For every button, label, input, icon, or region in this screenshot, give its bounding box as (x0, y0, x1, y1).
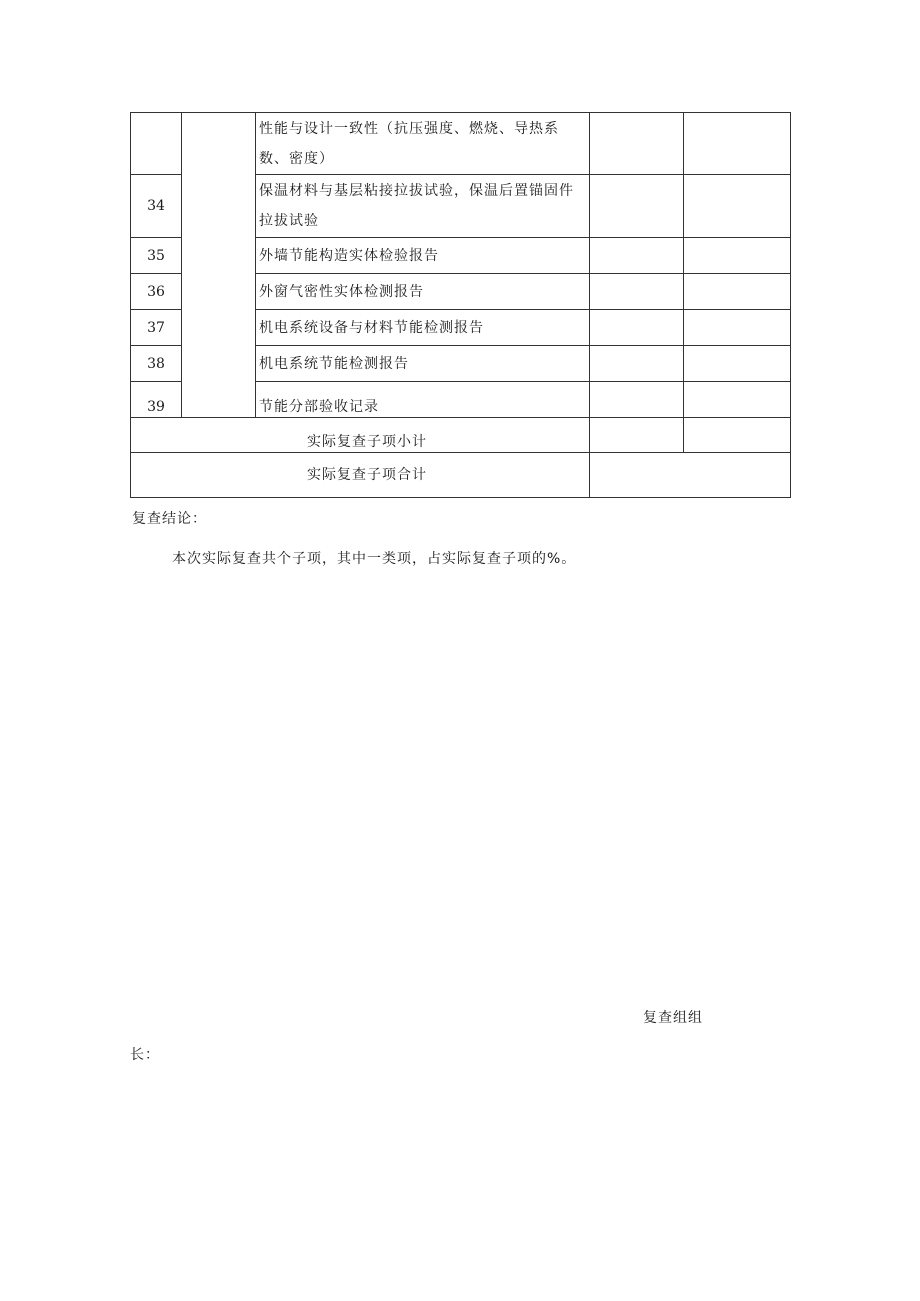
review-table (130, 112, 791, 498)
conclusion-text: 本次实际复查共个子项，其中一类项，占实际复查子项的%。 (172, 551, 577, 567)
subtotal-check-cell (590, 418, 684, 453)
table-row (131, 113, 791, 175)
row-number: 36 (131, 274, 182, 310)
result-cell (684, 175, 791, 238)
item-text: 节能分部验收记录 (256, 382, 590, 418)
table-row (131, 382, 791, 418)
total-value-cell (590, 453, 791, 498)
table-row (131, 346, 791, 382)
subtotal-result-cell (684, 418, 791, 453)
check-cell (590, 346, 684, 382)
signature-label: 复查组组 (643, 1010, 703, 1026)
signature-label-continued: 长： (130, 1047, 160, 1063)
conclusion-label: 复查结论： (132, 511, 207, 527)
check-cell (590, 238, 684, 274)
row-number: 37 (131, 310, 182, 346)
row-number (131, 113, 182, 175)
total-label: 实际复查子项合计 (131, 453, 590, 498)
row-number: 35 (131, 238, 182, 274)
check-cell (590, 113, 684, 175)
table-row (131, 310, 791, 346)
result-cell (684, 113, 791, 175)
item-text: 外窗气密性实体检测报告 (256, 274, 590, 310)
category-cell (182, 274, 256, 310)
category-cell (182, 113, 256, 175)
table-row (131, 274, 791, 310)
subtotal-row (131, 418, 791, 453)
result-cell (684, 310, 791, 346)
item-text: 机电系统节能检测报告 (256, 346, 590, 382)
check-cell (590, 382, 684, 418)
row-number: 34 (131, 175, 182, 238)
row-number: 39 (131, 382, 182, 418)
item-text: 机电系统设备与材料节能检测报告 (256, 310, 590, 346)
result-cell (684, 382, 791, 418)
subtotal-label: 实际复查子项小计 (131, 418, 590, 453)
category-cell (182, 310, 256, 346)
check-cell (590, 310, 684, 346)
item-text: 性能与设计一致性（抗压强度、燃烧、导热系数、密度） (256, 113, 590, 175)
row-number: 38 (131, 346, 182, 382)
result-cell (684, 346, 791, 382)
category-cell (182, 346, 256, 382)
category-cell (182, 382, 256, 418)
result-cell (684, 274, 791, 310)
category-cell (182, 238, 256, 274)
result-cell (684, 238, 791, 274)
total-row (131, 453, 791, 498)
check-cell (590, 175, 684, 238)
check-cell (590, 274, 684, 310)
table-row (131, 238, 791, 274)
table-row (131, 175, 791, 238)
category-cell (182, 175, 256, 238)
item-text: 保温材料与基层粘接拉拔试验，保温后置锚固件拉拔试验 (256, 175, 590, 238)
item-text: 外墙节能构造实体检验报告 (256, 238, 590, 274)
